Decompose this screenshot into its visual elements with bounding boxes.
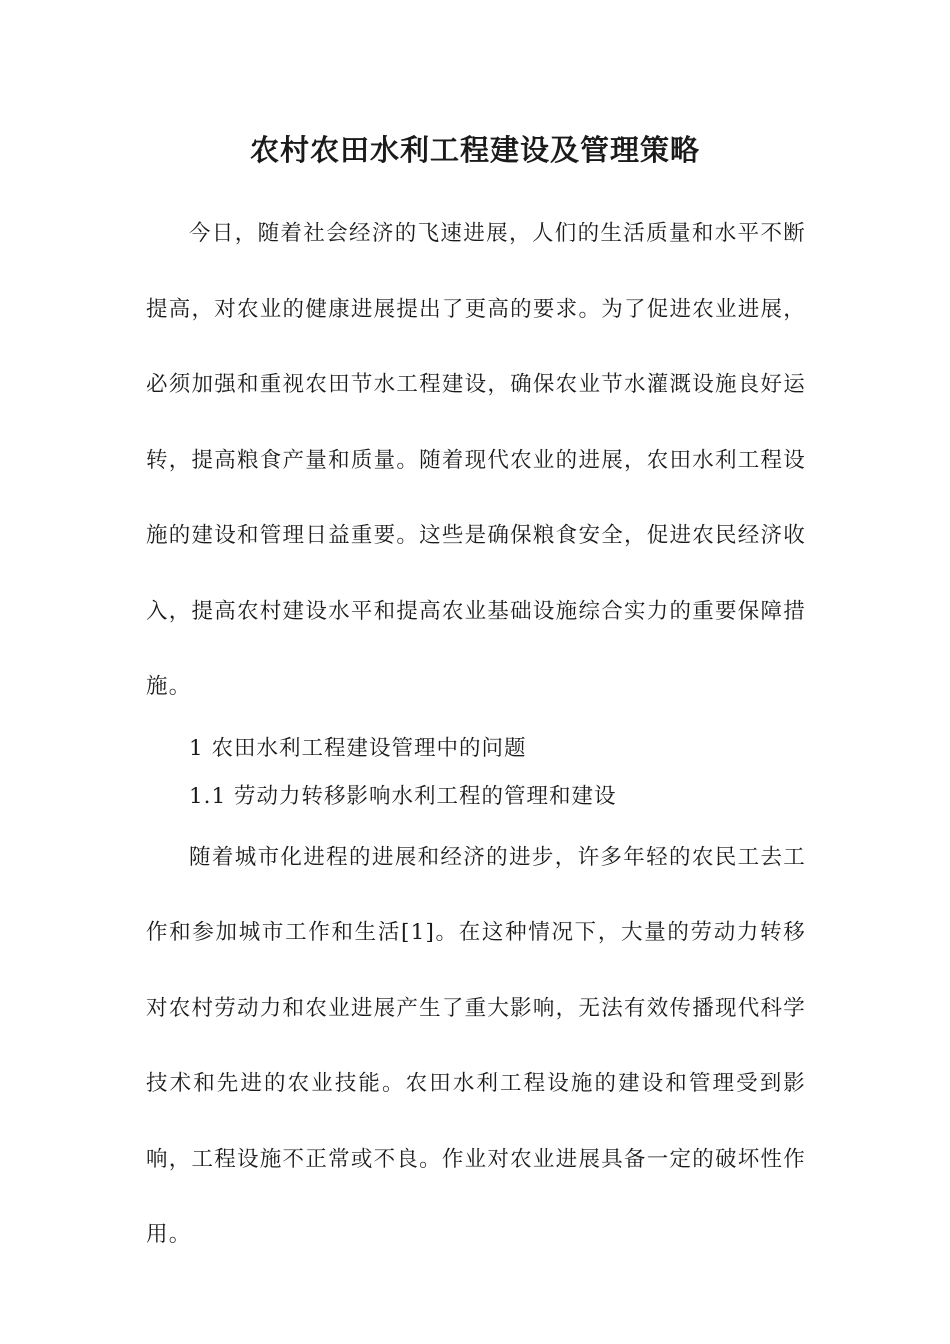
document-body [146, 196, 806, 1273]
body-paragraph: 随着城市化进程的进展和经济的进步，许多年轻的农民工去工作和参加城市工作和生活[1]。在这种情况下，大量的劳动力转移对农村劳动力和农业进展产生了重大影响，无法有效传播现代科学技术和先进的农业技能。农田水利工程设施的建设和管理受到影响，工程设施不正常或不良。作业对农业进展具备一定的破坏性作用。 [146, 844, 806, 1247]
document-title: 农村农田水利工程建设及管理策略 [249, 133, 700, 167]
intro-paragraph: 今日，随着社会经济的飞速进展，人们的生活质量和水平不断提高，对农业的健康进展提出了更高的要求。为了促进农业进展，必须加强和重视农田节水工程建设，确保农业节水灌溉设施良好运转，提高粮食产量和质量。随着现代农业的进展，农田水利工程设施的建设和管理日益重要。这些是确保粮食安全，促进农民经济收入，提高农村建设水平和提高农业基础设施综合实力的重要保障措施。 [146, 221, 806, 699]
subsection-heading: 1.1 劳动力转移影响水利工程的管理和建设 [189, 783, 617, 809]
section-heading: 1 农田水利工程建设管理中的问题 [189, 735, 527, 761]
